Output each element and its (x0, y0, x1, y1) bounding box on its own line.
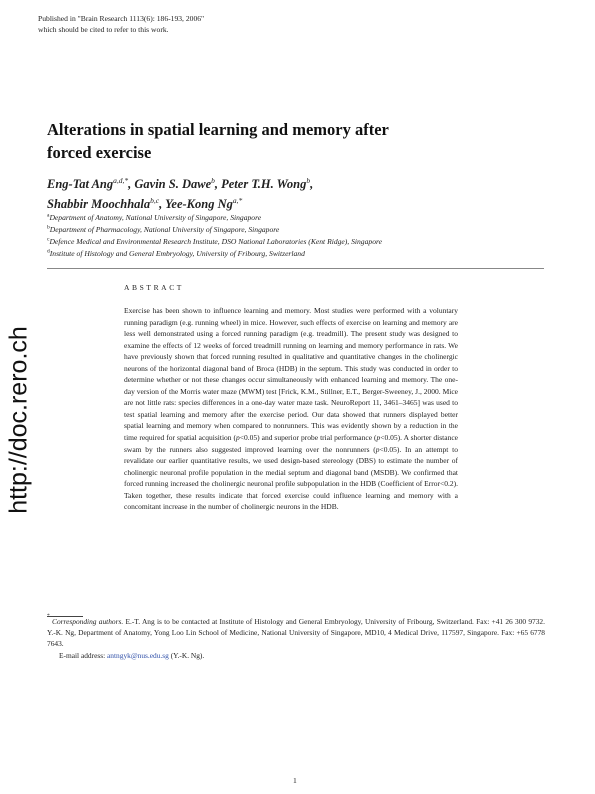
corresponding-author-footnote (47, 613, 545, 661)
author-separator: , (214, 177, 222, 191)
abstract-text: Exercise has been shown to influence learning and memory. Most studies were performed with a voluntary running paradigm (e.g. running wheel) in mice. However, such effects of exercise on learning and memory are less well demonstrated using a forced running paradigm (e.g. treadmill). The present study was designed to examine the effects of 12 weeks of forced treadmill running on learning and memory performance in rats. We have previously shown that forced running resulted in qualitative and quantitative changes in the cholinergic neurons of the horizontal diagonal band of Broca (HDB) in the septum. This study was conducted in order to determine whether or not these changes occur simultaneously with enhanced learning and memory. The one-day version of the Morris water maze (MWM) test [Frick, K.M., Stillner, E.T., Berger-Sweeney, J., 2000. Mice are not little rats: species differences in a one-day water maze task. NeuroReport 11, 3461–3465] was used to test spatial learning and memory after the exercise period. Our data showed that runners displayed better spatial learning and memory when compared to nonrunners. This was evidently shown by a reduction in the time required for spatial acquisition ( (124, 306, 458, 443)
side-watermark-url[interactable] (2, 300, 36, 540)
footnote-body (47, 613, 545, 650)
side-url-text: http://doc.rero.ch (4, 326, 33, 514)
p-value-symbol: p (375, 444, 380, 454)
author-name: Shabbir Moochhala (47, 197, 151, 211)
affiliation-item (47, 212, 547, 224)
author-name: Eng-Tat Ang (47, 177, 114, 191)
affiliation-marker: d (47, 248, 50, 255)
title-line2: forced exercise (47, 143, 152, 162)
affiliation-item (47, 248, 547, 260)
author-affiliation-marker: b (306, 175, 311, 185)
page-number: 1 (293, 776, 297, 785)
publication-note-line2: which should be cited to refer to this work. (38, 25, 169, 34)
author-name: Peter T.H. Wong (221, 177, 307, 191)
affiliation-text: Department of Pharmacology, National University of Singapore, Singapore (49, 225, 280, 234)
publication-note-line1: Published in "Brain Research 1113(6): 186-193, 2006" (38, 14, 205, 23)
email-link[interactable]: antngyk@nus.edu.sg (107, 650, 169, 660)
author-name: Gavin S. Dawe (134, 177, 212, 191)
affiliation-marker: a (47, 212, 50, 219)
author-separator: , (128, 177, 135, 191)
affiliation-item (47, 236, 547, 248)
affiliation-text: Defence Medical and Environmental Research Institute, DSO National Laboratories (Kent Ridge), Singapore (49, 237, 383, 246)
publication-note (38, 13, 204, 35)
affiliation-item (47, 224, 547, 236)
abstract-body (124, 305, 458, 513)
footnote-email-line (47, 650, 545, 661)
footnote-text: E.-T. Ang is to be contacted at Institute of Histology and General Embryology, University of Fribourg, Switzerland. Fax: +41 26 300 9732. Y.-K. Ng, Department of Anatomy, Yong Loo Lin School of Medicine, National University of Singapore, MD10, 4 Medical Drive, 117597, Singapore. Fax: +65 6778 7643. (47, 617, 545, 649)
author-separator: , (310, 177, 314, 191)
email-label: E-mail address: (59, 650, 108, 660)
abstract-text: <0.05). A shorter distance swam by the runners also suggested improved learning over the nonrunners ( (124, 433, 458, 454)
paper-title (47, 118, 507, 164)
author-affiliation-marker: a,* (232, 195, 243, 205)
affiliation-marker: b (47, 224, 50, 231)
abstract-text: <0.05). In an attempt to revalidate our earlier quantitative results, we used design-based stereology (DBS) to estimate the number of cholinergic neuronal profile population in the medial septum and diagonal band (MSDB). We confirmed that forced running increased the cholinergic neuronal profile subpopulation in the HDB (Coefficient of Error<0.2). Taken together, these results indicate that forced exercise could influence learning and memory with a concomitant increase in the number of cholinergic neurons in the HDB. (124, 444, 458, 512)
author-list (47, 174, 527, 214)
title-line1: Alterations in spatial learning and memory after (47, 120, 389, 139)
affiliation-list (47, 212, 547, 260)
header-divider (47, 268, 544, 269)
abstract-heading: ABSTRACT (124, 283, 184, 292)
footnote-marker: * (47, 613, 50, 619)
abstract-text: <0.05) and superior probe trial performance ( (239, 433, 377, 443)
author-name: Yee-Kong Ng (165, 197, 233, 211)
affiliation-text: Institute of Histology and General Embryology, University of Fribourg, Switzerland (49, 249, 305, 258)
author-affiliation-marker: a,d,* (113, 175, 129, 185)
affiliation-marker: c (47, 236, 50, 243)
email-suffix: (Y.-K. Ng). (168, 650, 205, 660)
p-value-symbol: p (236, 433, 240, 443)
author-affiliation-marker: b,c (150, 195, 160, 205)
affiliation-text: Department of Anatomy, National University of Singapore, Singapore (49, 213, 262, 222)
author-separator: , (159, 197, 166, 211)
p-value-symbol: p (376, 433, 381, 443)
footnote-label: Corresponding authors. (52, 617, 124, 626)
author-affiliation-marker: b (211, 175, 215, 185)
